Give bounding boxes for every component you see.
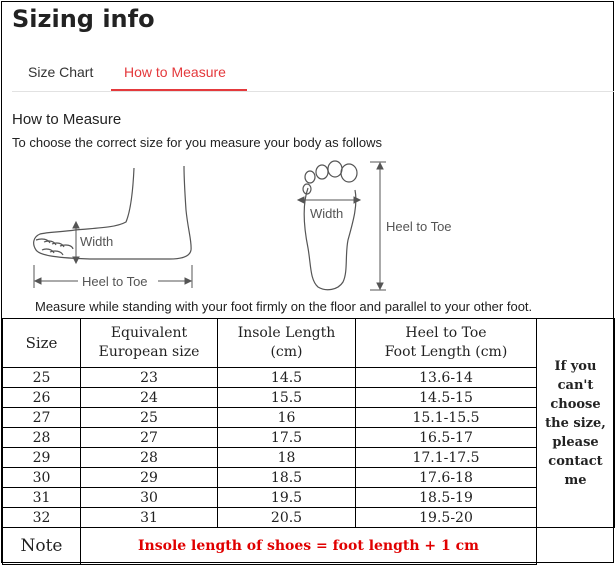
cell-insole: 19.5	[218, 488, 356, 508]
cell-european: 29	[81, 468, 218, 488]
cell-european: 24	[81, 388, 218, 408]
table-row	[3, 428, 615, 448]
measure-heading: How to Measure	[12, 111, 122, 128]
measure-subheading: To choose the correct size for you measure your body as follows	[12, 135, 382, 150]
header-foot-line-2: Foot Length (cm)	[384, 344, 508, 360]
header-european	[81, 319, 218, 368]
table-row	[3, 448, 615, 468]
header-foot-length	[356, 319, 537, 368]
cell-foot: 17.1-17.5	[356, 448, 537, 468]
cell-insole: 14.5	[218, 368, 356, 388]
header-insole-line-1: Insole Length	[237, 325, 336, 341]
cell-foot: 14.5-15	[356, 388, 537, 408]
tab-divider	[12, 91, 614, 92]
cell-european: 30	[81, 488, 218, 508]
sole-foot-icon	[303, 161, 357, 290]
cell-european: 23	[81, 368, 218, 388]
cell-size: 25	[3, 368, 81, 388]
contact-note: If you can't choose the size, please contact me	[537, 319, 615, 528]
cell-size: 29	[3, 448, 81, 468]
cell-european: 31	[81, 508, 218, 528]
table-row	[3, 488, 615, 508]
cell-european: 28	[81, 448, 218, 468]
cell-foot: 18.5-19	[356, 488, 537, 508]
sole-length-label: Heel to Toe	[386, 219, 452, 234]
header-size: Size	[3, 319, 81, 368]
cell-size: 30	[3, 468, 81, 488]
sole-width-label: Width	[310, 206, 344, 221]
table-header-row	[3, 319, 615, 368]
table-row	[3, 368, 615, 388]
note-label: Note	[3, 528, 81, 565]
cell-european: 25	[81, 408, 218, 428]
cell-insole: 15.5	[218, 388, 356, 408]
header-insole	[218, 319, 356, 368]
cell-size: 32	[3, 508, 81, 528]
side-length-label: Heel to Toe	[82, 274, 148, 289]
table-note-row	[3, 528, 615, 565]
table-row	[3, 408, 615, 428]
cell-european: 27	[81, 428, 218, 448]
table-row	[3, 388, 615, 408]
cell-foot: 13.6-14	[356, 368, 537, 388]
cell-insole: 20.5	[218, 508, 356, 528]
sole-width-arrow	[298, 197, 360, 203]
cell-insole: 17.5	[218, 428, 356, 448]
cell-size: 28	[3, 428, 81, 448]
measure-caption: Measure while standing with your foot firmly on the floor and parallel to your other foot.	[35, 299, 533, 314]
header-european-line-2: European size	[98, 344, 200, 360]
header-foot-line-1: Heel to Toe	[405, 325, 487, 341]
tab-size-chart[interactable]: Size Chart	[28, 64, 94, 80]
cell-foot: 16.5-17	[356, 428, 537, 448]
cell-insole: 18.5	[218, 468, 356, 488]
cell-size: 26	[3, 388, 81, 408]
header-insole-line-2: (cm)	[270, 344, 303, 360]
cell-insole: 18	[218, 448, 356, 468]
sole-length-arrow	[370, 162, 386, 290]
cell-insole: 16	[218, 408, 356, 428]
foot-measure-illustration	[0, 160, 616, 300]
tab-how-to-measure[interactable]: How to Measure	[124, 64, 226, 80]
size-table	[2, 318, 615, 565]
header-european-line-1: Equivalent	[110, 325, 188, 341]
note-text: Insole length of shoes = foot length + 1 cm	[81, 528, 537, 565]
cell-size: 27	[3, 408, 81, 428]
side-width-label: Width	[80, 234, 114, 249]
table-row	[3, 508, 615, 528]
page-title: Sizing info	[12, 5, 155, 33]
side-width-arrow	[73, 222, 79, 263]
cell-size: 31	[3, 488, 81, 508]
table-row	[3, 468, 615, 488]
cell-foot: 17.6-18	[356, 468, 537, 488]
cell-foot: 19.5-20	[356, 508, 537, 528]
cell-foot: 15.1-15.5	[356, 408, 537, 428]
